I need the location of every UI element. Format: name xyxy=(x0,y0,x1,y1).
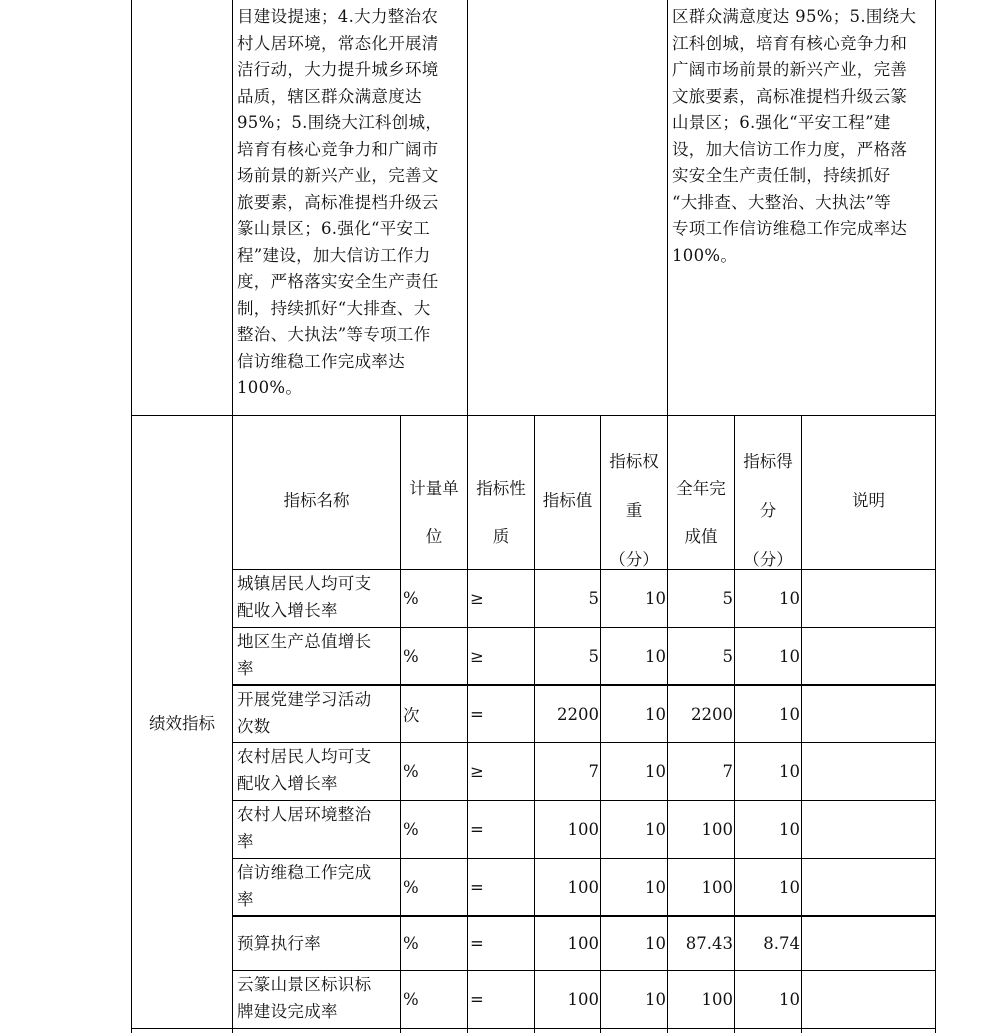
row-note xyxy=(805,628,933,684)
paragraph-line: “大排查、大整治、大执法”等 xyxy=(672,192,892,212)
section-label xyxy=(132,416,232,1028)
row-score: 10 xyxy=(779,820,800,839)
row-nature: = xyxy=(470,704,484,724)
paragraph-line: 场前景的新兴产业，完善文 xyxy=(237,166,439,185)
row-indicator-name: 城镇居民人均可支 配收入增长率 xyxy=(237,574,372,620)
row-note xyxy=(805,971,933,1028)
paragraph-line: 旅要素，高标准提档升级云 xyxy=(237,192,439,212)
row-target-value: 100 xyxy=(567,990,599,1009)
row-indicator-name: 农村居民人均可支 配收入增长率 xyxy=(237,747,372,793)
paragraph-line: 专项工作信访维稳工作完成率达 xyxy=(672,219,908,238)
row-indicator-name: 预算执行率 xyxy=(237,933,321,953)
row-weight: 10 xyxy=(645,820,666,839)
row-score: 10 xyxy=(779,762,800,781)
top-left-text-block xyxy=(237,4,442,402)
row-unit: 次 xyxy=(403,706,420,725)
paragraph-line: 100%。 xyxy=(672,245,738,265)
row-actual-value: 100 xyxy=(701,990,733,1009)
paragraph-line: 文旅要素，高标准提档升级云篆 xyxy=(672,86,908,106)
row-nature: ≥ xyxy=(470,646,484,666)
row-actual-value: 100 xyxy=(701,820,733,839)
paragraph-line: 江科创城，培育有核心竞争力和 xyxy=(672,33,908,53)
row-indicator-name: 农村人居环境整治 率 xyxy=(237,805,372,851)
header-weight: 指标权 重 （分） xyxy=(609,452,659,569)
row-weight: 10 xyxy=(645,877,666,897)
row-actual-value: 5 xyxy=(722,589,733,608)
row-note xyxy=(805,743,933,800)
row-indicator-name: 云篆山景区标识标 牌建设完成率 xyxy=(237,975,372,1021)
border-col-top-right xyxy=(667,0,668,416)
header-value: 指标值 xyxy=(542,491,593,510)
row-indicator-name: 开展党建学习活动 次数 xyxy=(237,690,372,736)
paragraph-line: 洁行动，大力提升城乡环境 xyxy=(237,60,439,79)
row-indicator-name: 地区生产总值增长 率 xyxy=(237,632,372,678)
row-score: 8.74 xyxy=(763,934,800,953)
row-unit: % xyxy=(403,990,419,1009)
row-weight: 10 xyxy=(645,704,666,724)
header-nature: 指标性 质 xyxy=(476,479,526,546)
row-score: 10 xyxy=(779,877,800,897)
paragraph-line: 目建设提速；4.大力整治农 xyxy=(237,7,439,26)
row-score: 10 xyxy=(779,990,800,1009)
row-actual-value: 7 xyxy=(722,762,733,781)
header-actual: 全年完 成值 xyxy=(676,479,726,546)
row-note xyxy=(805,917,933,970)
row-nature: = xyxy=(470,877,484,897)
row-note xyxy=(805,570,933,627)
paragraph-line: 篆山景区；6.强化“平安工 xyxy=(237,219,431,238)
row-weight: 10 xyxy=(645,990,666,1009)
paragraph-line: 制，持续抓好“大排查、大 xyxy=(237,298,431,318)
border-bottom xyxy=(131,1028,936,1029)
row-score: 10 xyxy=(779,704,800,724)
row-nature: = xyxy=(470,990,484,1009)
border-right xyxy=(935,0,936,1033)
paragraph-line: 培育有核心竞争力和广阔市 xyxy=(237,139,439,159)
row-score: 10 xyxy=(779,589,800,608)
header-score: 指标得 分 （分） xyxy=(743,452,793,569)
row-actual-value: 100 xyxy=(701,877,733,897)
row-weight: 10 xyxy=(645,934,666,953)
paragraph-line: 设，加大信访工作力度，严格落 xyxy=(672,139,908,159)
row-nature: ≥ xyxy=(470,762,484,781)
row-unit: % xyxy=(403,820,419,839)
row-actual-value: 87.43 xyxy=(685,934,733,953)
row-nature: ≥ xyxy=(470,589,484,608)
row-unit: % xyxy=(403,934,419,953)
row-unit: % xyxy=(403,646,419,666)
paragraph-line: 品质，辖区群众满意度达 xyxy=(237,86,422,106)
paragraph-line: 广阔市场前景的新兴产业，完善 xyxy=(672,60,908,79)
row-note xyxy=(805,801,933,858)
paragraph-line: 度，严格落实安全生产责任 xyxy=(237,272,439,291)
top-right-text-block xyxy=(672,4,916,269)
row-indicator-name: 信访维稳工作完成 率 xyxy=(237,863,372,909)
row-score: 10 xyxy=(779,646,800,666)
row-actual-value: 2200 xyxy=(691,704,733,724)
row-weight: 10 xyxy=(645,762,666,781)
row-weight: 10 xyxy=(645,646,666,666)
paragraph-line: 信访维稳工作完成率达 xyxy=(237,351,405,371)
row-unit: % xyxy=(403,589,419,608)
border-col1 xyxy=(232,0,233,1033)
paragraph-line: 整治、大执法”等专项工作 xyxy=(237,325,431,344)
paragraph-line: 山景区；6.强化“平安工程”建 xyxy=(672,113,891,132)
section-label-text: 绩效指标 xyxy=(149,714,215,733)
header-note: 说明 xyxy=(852,491,885,510)
row-weight: 10 xyxy=(645,589,666,608)
row-target-value: 100 xyxy=(567,877,599,897)
row-note xyxy=(805,686,933,742)
row-nature: = xyxy=(470,820,484,839)
paragraph-line: 实安全生产责任制，持续抓好 xyxy=(672,166,891,185)
row-note xyxy=(805,859,933,915)
row-target-value: 7 xyxy=(588,762,599,781)
row-target-value: 5 xyxy=(588,646,599,666)
header-unit: 计量单 位 xyxy=(409,479,459,546)
row-nature: = xyxy=(470,934,484,953)
row-unit: % xyxy=(403,877,419,897)
row-target-value: 2200 xyxy=(557,704,599,724)
header-name: 指标名称 xyxy=(283,491,350,510)
row-target-value: 100 xyxy=(567,820,599,839)
paragraph-line: 村人居环境，常态化开展清 xyxy=(237,33,439,53)
row-unit: % xyxy=(403,762,419,781)
border-row-top xyxy=(131,415,936,416)
paragraph-line: 95%；5.围绕大江科创城， xyxy=(237,113,443,132)
paragraph-line: 100%。 xyxy=(237,378,303,397)
row-target-value: 5 xyxy=(588,589,599,608)
paragraph-line: 程”建设，加大信访工作力 xyxy=(237,245,431,265)
row-actual-value: 5 xyxy=(722,646,733,666)
paragraph-line: 区群众满意度达 95%；5.围绕大 xyxy=(672,7,917,26)
row-target-value: 100 xyxy=(567,934,599,953)
